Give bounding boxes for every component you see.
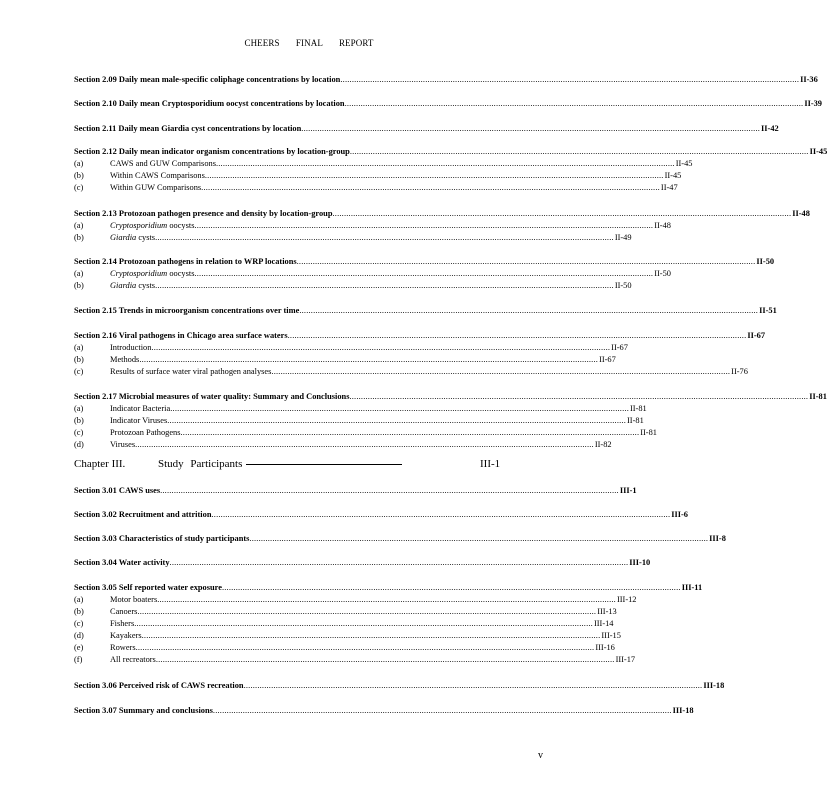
toc-entry-text xyxy=(110,268,194,279)
toc-entry-text: Fishers xyxy=(110,619,135,628)
toc-entry-text: Section 2.17 Microbial measures of water quality: Summary and Conclusions xyxy=(74,392,350,401)
toc-entry-text: Section 3.02 Recruitment and attrition xyxy=(74,510,212,519)
toc-entry-text: All recreators xyxy=(110,655,156,664)
toc-dot-leader xyxy=(213,705,672,716)
toc-subentry-label: (b) xyxy=(74,233,84,242)
chapter-leader-line xyxy=(246,464,402,465)
toc-dot-leader xyxy=(137,606,596,617)
toc-page-number: III-11 xyxy=(681,583,703,592)
toc-dot-leader xyxy=(271,366,730,377)
toc-page-number: II-81 xyxy=(809,392,827,401)
toc-dot-leader xyxy=(180,427,639,438)
toc-page-number: II-49 xyxy=(614,233,632,242)
toc-dot-leader xyxy=(345,98,804,109)
toc-entry-italic-term: Cryptosporidium xyxy=(110,269,168,278)
toc-entry-text: Section 2.10 Daily mean Cryptosporidium oocyst concentrations by location xyxy=(74,99,345,108)
toc-subentry-label: (a) xyxy=(74,269,84,278)
chapter-title: Study Participants xyxy=(158,458,243,470)
toc-page-number: III-1 xyxy=(619,486,637,495)
toc-subentry xyxy=(74,158,693,169)
toc-dot-leader xyxy=(288,330,747,341)
toc-entry-text: Section 3.04 Water activity xyxy=(74,558,170,567)
toc-dot-leader xyxy=(332,208,791,219)
toc-dot-leader xyxy=(205,170,664,181)
toc-entry-text: Section 3.07 Summary and conclusions xyxy=(74,706,213,715)
toc-entry-italic-term: Cryptosporidium xyxy=(110,221,168,230)
toc-entry-text: Section 2.14 Protozoan pathogens in relation to WRP locations xyxy=(74,257,297,266)
toc-subentry-label: (b) xyxy=(74,171,84,180)
toc-section-entry xyxy=(74,509,688,520)
toc-entry-text xyxy=(110,280,155,291)
toc-entry-text: Introduction xyxy=(110,343,152,352)
toc-entry-text xyxy=(110,232,155,243)
toc-dot-leader xyxy=(167,415,626,426)
toc-dot-leader xyxy=(222,582,681,593)
toc-entry-text: Indicator Viruses xyxy=(110,416,168,425)
chapter-page: III-1 xyxy=(480,458,501,470)
toc-page-number: II-51 xyxy=(759,306,777,315)
toc-dot-leader xyxy=(349,391,808,402)
toc-entry-text: Methods xyxy=(110,355,140,364)
toc-dot-leader xyxy=(350,146,809,157)
toc-entry-text: Within CAWS Comparisons xyxy=(110,171,205,180)
toc-section-entry xyxy=(74,705,694,716)
toc-entry-italic-term: Giardia xyxy=(110,233,137,242)
toc-page-number: II-45 xyxy=(809,147,827,156)
toc-section-entry xyxy=(74,557,651,568)
toc-entry-text: Canoers xyxy=(110,607,138,616)
toc-subentry xyxy=(74,642,615,653)
toc-page-number: III-14 xyxy=(593,619,614,628)
toc-subentry-label: (b) xyxy=(74,607,84,616)
toc-subentry xyxy=(74,366,748,377)
toc-entry-text: Section 2.11 Daily mean Giardia cyst concentrations by location xyxy=(74,124,302,133)
toc-entry-text: Viruses xyxy=(110,440,136,449)
toc-page-number: III-12 xyxy=(616,595,637,604)
toc-section-entry xyxy=(74,256,775,267)
toc-entry-text: Rowers xyxy=(110,643,136,652)
toc-section-entry xyxy=(74,680,725,691)
toc-subentry xyxy=(74,342,628,353)
toc-subentry xyxy=(74,220,671,231)
toc-dot-leader xyxy=(211,509,670,520)
toc-dot-leader xyxy=(155,232,614,243)
toc-dot-leader xyxy=(194,220,653,231)
toc-subentry xyxy=(74,427,657,438)
toc-entry-text: Within GUW Comparisons xyxy=(110,183,202,192)
toc-section-entry xyxy=(74,533,726,544)
toc-subentry xyxy=(74,232,632,243)
toc-subentry-label: (a) xyxy=(74,159,84,168)
toc-dot-leader xyxy=(135,439,594,450)
toc-page-number: II-67 xyxy=(611,343,628,352)
toc-page-number: III-18 xyxy=(672,706,694,715)
toc-subentry xyxy=(74,594,637,605)
chapter-label: Chapter III. xyxy=(74,458,126,470)
toc-section-entry xyxy=(74,98,822,109)
toc-subentry xyxy=(74,354,616,365)
toc-page-number: II-36 xyxy=(800,75,818,84)
toc-entry-text-rest: cysts xyxy=(136,281,156,290)
toc-section-entry xyxy=(74,485,637,496)
toc-dot-leader xyxy=(170,557,629,568)
toc-section-entry xyxy=(74,305,777,316)
toc-section-entry xyxy=(74,146,827,157)
toc-dot-leader xyxy=(244,680,703,691)
running-header: CHEERS FINAL REPORT xyxy=(244,38,374,48)
toc-dot-leader xyxy=(156,654,615,665)
toc-dot-leader xyxy=(194,268,653,279)
toc-subentry-label: (a) xyxy=(74,221,84,230)
toc-page-number: II-82 xyxy=(594,440,612,449)
toc-subentry xyxy=(74,403,647,414)
toc-subentry xyxy=(74,280,632,291)
toc-page-number: II-47 xyxy=(660,183,678,192)
toc-entry-text: Section 2.16 Viral pathogens in Chicago area surface waters xyxy=(74,331,288,340)
toc-entry-text: Motor boaters xyxy=(110,595,158,604)
toc-section-entry xyxy=(74,330,766,341)
toc-section-entry xyxy=(74,582,703,593)
toc-page-number: II-39 xyxy=(804,99,822,108)
toc-subentry xyxy=(74,170,682,181)
toc-page-number: III-6 xyxy=(671,510,688,519)
toc-page-number: III-18 xyxy=(703,681,725,690)
toc-subentry-label: (c) xyxy=(74,619,84,628)
toc-subentry xyxy=(74,415,644,426)
toc-entry-text: Section 3.05 Self reported water exposure xyxy=(74,583,222,592)
toc-subentry-label: (a) xyxy=(74,343,84,352)
toc-dot-leader xyxy=(249,533,708,544)
toc-subentry xyxy=(74,630,621,641)
toc-entry-text: Section 2.15 Trends in microorganism concentrations over time xyxy=(74,306,300,315)
toc-entry-text: Section 2.12 Daily mean indicator organism concentrations by location-group xyxy=(74,147,350,156)
toc-page-number: II-50 xyxy=(756,257,775,266)
toc-dot-leader xyxy=(142,630,601,641)
toc-page-number: III-10 xyxy=(629,558,651,567)
toc-subentry-label: (b) xyxy=(74,355,84,364)
toc-entry-text: Protozoan Pathogens xyxy=(110,428,181,437)
toc-section-entry xyxy=(74,74,818,85)
toc-subentry-label: (c) xyxy=(74,183,84,192)
toc-page-number: II-67 xyxy=(599,355,616,364)
toc-dot-leader xyxy=(301,123,760,134)
toc-subentry-label: (b) xyxy=(74,281,84,290)
toc-page-number: III-15 xyxy=(601,631,621,640)
toc-dot-leader xyxy=(155,280,614,291)
toc-page-number: III-8 xyxy=(709,534,726,543)
toc-dot-leader xyxy=(297,256,756,267)
toc-subentry-label: (c) xyxy=(74,367,84,376)
toc-subentry-label: (a) xyxy=(74,595,84,604)
toc-entry-text-rest: oocysts xyxy=(167,269,195,278)
toc-dot-leader xyxy=(299,305,758,316)
toc-page-number: II-50 xyxy=(614,281,632,290)
toc-entry-text: Section 2.09 Daily mean male-specific coliphage concentrations by location xyxy=(74,75,341,84)
toc-page-number: II-50 xyxy=(654,269,671,278)
toc-subentry-label: (d) xyxy=(74,440,84,449)
toc-section-entry xyxy=(74,208,810,219)
toc-entry-italic-term: Giardia xyxy=(110,281,137,290)
toc-entry-text: CAWS and GUW Comparisons xyxy=(110,159,216,168)
toc-dot-leader xyxy=(157,594,616,605)
toc-entry-text: Section 3.06 Perceived risk of CAWS recreation xyxy=(74,681,244,690)
toc-page-number: III-13 xyxy=(597,607,617,616)
toc-entry-text: Results of surface water viral pathogen analyses xyxy=(110,367,272,376)
toc-subentry xyxy=(74,606,617,617)
toc-subentry-label: (a) xyxy=(74,404,84,413)
toc-entry-text: Kayakers xyxy=(110,631,142,640)
toc-page-number: II-45 xyxy=(664,171,682,180)
toc-subentry-label: (c) xyxy=(74,428,84,437)
toc-entry-text: Indicator Bacteria xyxy=(110,404,171,413)
toc-dot-leader xyxy=(134,618,593,629)
toc-page-number: III-16 xyxy=(595,643,615,652)
toc-page-number: III-17 xyxy=(615,655,636,664)
toc-page-number: II-76 xyxy=(731,367,748,376)
toc-dot-leader xyxy=(216,158,675,169)
toc-subentry-label: (b) xyxy=(74,416,84,425)
toc-entry-text-rest: cysts xyxy=(136,233,156,242)
toc-dot-leader xyxy=(136,642,595,653)
toc-dot-leader xyxy=(139,354,598,365)
toc-page-number: II-42 xyxy=(761,124,779,133)
toc-section-entry xyxy=(74,123,779,134)
toc-subentry-label: (f) xyxy=(74,655,83,664)
toc-entry-text: Section 3.01 CAWS uses xyxy=(74,486,161,495)
toc-subentry xyxy=(74,618,614,629)
chapter-heading xyxy=(74,458,524,470)
toc-entry-text: Section 2.13 Protozoan pathogen presence and density by location-group xyxy=(74,209,333,218)
toc-page-number: II-48 xyxy=(792,209,810,218)
toc-entry-text: Section 3.03 Characteristics of study participants xyxy=(74,534,250,543)
toc-dot-leader xyxy=(151,342,610,353)
toc-subentry xyxy=(74,439,612,450)
toc-dot-leader xyxy=(340,74,799,85)
toc-section-entry xyxy=(74,391,827,402)
toc-entry-text-rest: oocysts xyxy=(167,221,195,230)
toc-page-number: II-48 xyxy=(654,221,671,230)
toc-subentry-label: (e) xyxy=(74,643,84,652)
toc-page-number: II-81 xyxy=(627,416,644,425)
toc-page-number: II-81 xyxy=(640,428,657,437)
toc-entry-text xyxy=(110,220,194,231)
toc-dot-leader xyxy=(170,403,629,414)
toc-dot-leader xyxy=(160,485,619,496)
page-number: v xyxy=(538,750,543,761)
toc-subentry xyxy=(74,268,671,279)
toc-page-number: II-81 xyxy=(629,404,647,413)
toc-subentry-label: (d) xyxy=(74,631,84,640)
toc-page-number: II-45 xyxy=(675,159,693,168)
toc-subentry xyxy=(74,182,678,193)
toc-dot-leader xyxy=(201,182,660,193)
toc-page-number: II-67 xyxy=(747,331,766,340)
toc-subentry xyxy=(74,654,636,665)
